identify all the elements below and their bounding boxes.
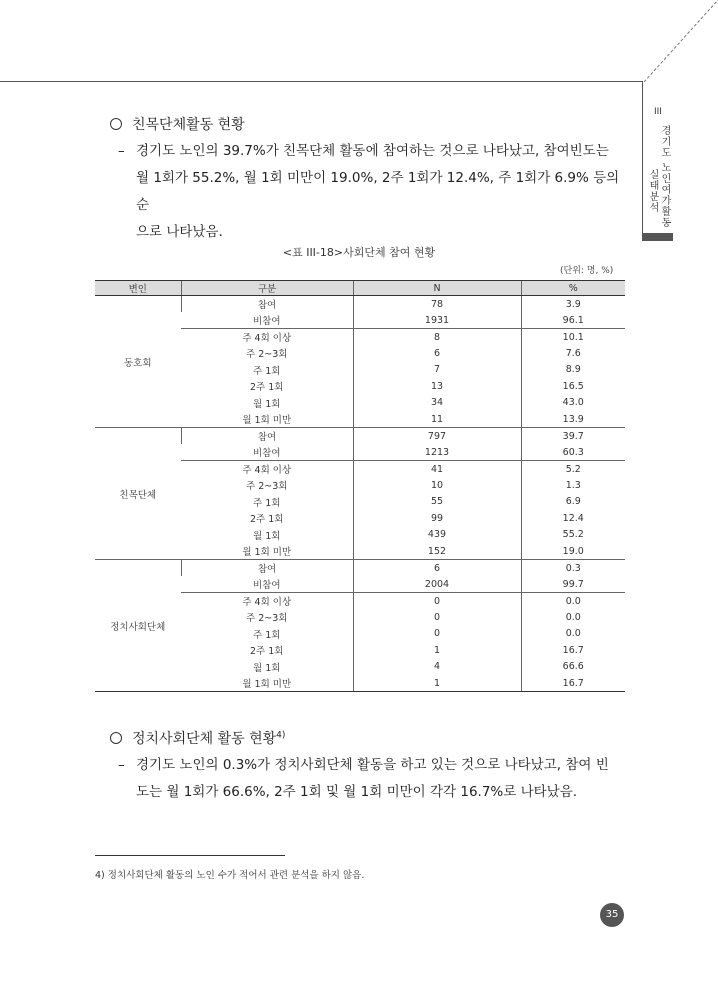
percent-cell: 16.7 [521,642,625,659]
n-cell: 152 [353,543,521,560]
section-heading-2: 정치사회단체 활동 현황$^{4)}$ [110,728,285,748]
category-cell: 2주 1회 [250,514,284,526]
group-label: 동호회 [95,296,181,428]
footnote-rule [95,855,285,856]
percent-cell: 16.5 [521,378,625,395]
percent-cell: 39.7 [521,428,625,445]
percent-cell: 0.0 [521,626,625,643]
percent-cell: 55.2 [521,527,625,544]
percent-cell: 60.3 [521,444,625,461]
circle-bullet-icon [110,732,122,744]
percent-cell: 0.0 [521,609,625,626]
category-cell: 월 1회 [253,398,281,410]
category-cell: 비참여 [181,312,353,329]
category-cell: 월 1회 미만 [181,411,353,428]
chapter-title-line2: 실태분석 [647,169,658,213]
category-cell: 월 1회 미만 [181,543,353,560]
group-label: 정치사회단체 [95,560,181,692]
category-cell: 비참여 [181,444,353,461]
category-cell: 비참여 [181,576,353,593]
category-cell: 주 2~3회 [246,481,288,493]
circle-bullet-icon [110,118,122,130]
category-cell: 주 1회 [253,629,281,641]
percent-cell: 96.1 [521,312,625,329]
section-heading-1: 친목단체활동 현황 [110,114,245,134]
n-cell: 10 [353,477,521,494]
n-cell: 41 [353,461,521,478]
corner-decoration [640,0,718,90]
chapter-side-tab [642,81,673,241]
category-cell: 참여 [181,560,353,577]
percent-cell: 99.7 [521,576,625,593]
category-cell: 주 2~3회 [246,613,288,625]
header-rule [0,81,642,82]
header-percent: % [521,281,625,296]
n-cell: 34 [353,395,521,412]
percent-cell: 1.3 [521,477,625,494]
n-cell: 8 [353,329,521,346]
header-n: N [353,281,521,296]
percent-cell: 5.2 [521,461,625,478]
table-title: <표 III-18>사회단체 참여 현황 [282,246,436,259]
category-cell: 월 1회 [253,662,281,674]
category-cell: 월 1회 미만 [181,675,353,692]
percent-cell: 0.3 [521,560,625,577]
chapter-number: III [654,107,662,117]
table-header-row [95,281,625,296]
category-cell: 참여 [181,428,353,445]
chapter-title-line1: 경기도 노인여가활동 [659,125,670,229]
participation-table [95,280,625,692]
page-number: 35 [600,903,624,927]
n-cell: 797 [353,428,521,445]
n-cell: 1 [353,642,521,659]
footnote: 4) 정치사회단체 활동의 노인 수가 적어서 관련 분석을 하지 않음. [95,870,365,881]
group-label: 친목단체 [95,428,181,560]
category-cell: 참여 [181,296,353,313]
header-variable: 변인 [95,281,181,296]
paragraph-2: – 경기도 노인의 0.3%가 정치사회단체 활동을 하고 있는 것으로 나타났고, 참여 빈 도는 월 1회가 66.6%, 2주 1회 및 월 1회 미만이 각각 16.7%로 나타났음. [118,757,609,800]
n-cell: 99 [353,510,521,527]
n-cell: 13 [353,378,521,395]
category-cell: 주 2~3회 [246,349,288,361]
footnote-ref: 4) [276,730,286,741]
table-unit: (단위: 명, %) [560,266,614,276]
percent-cell: 10.1 [521,329,625,346]
percent-cell: 16.7 [521,675,625,692]
n-cell: 439 [353,527,521,544]
n-cell: 11 [353,411,521,428]
percent-cell: 7.6 [521,345,625,362]
percent-cell: 3.9 [521,296,625,313]
percent-cell: 12.4 [521,510,625,527]
category-cell: 2주 1회 [250,646,284,658]
table-row [95,296,625,313]
category-cell: 주 4회 이상 [242,333,292,344]
category-cell: 주 1회 [253,365,281,377]
category-cell: 주 1회 [253,497,281,509]
n-cell: 1931 [353,312,521,329]
header-category: 구분 [181,281,353,296]
n-cell: 2004 [353,576,521,593]
n-cell: 1213 [353,444,521,461]
category-cell: 2주 1회 [250,382,284,394]
n-cell: 6 [353,345,521,362]
n-cell: 0 [353,593,521,610]
n-cell: 55 [353,494,521,511]
percent-cell: 19.0 [521,543,625,560]
category-cell: 주 4회 이상 [242,597,292,608]
percent-cell: 0.0 [521,593,625,610]
percent-cell: 66.6 [521,659,625,676]
n-cell: 7 [353,362,521,379]
table-row [95,560,625,577]
n-cell: 0 [353,609,521,626]
percent-cell: 13.9 [521,411,625,428]
n-cell: 1 [353,675,521,692]
category-cell: 주 4회 이상 [242,465,292,476]
percent-cell: 8.9 [521,362,625,379]
n-cell: 78 [353,296,521,313]
n-cell: 0 [353,626,521,643]
table-row [95,428,625,445]
paragraph-1: – 경기도 노인의 39.7%가 친목단체 활동에 참여하는 것으로 나타났고, 참여빈도는 월 1회가 55.2%, 월 1회 미만이 19.0%, 2주 1회가 12.4%, 주 1회가 6.9% 등의 순 으로 나타났음. [118,143,620,240]
n-cell: 4 [353,659,521,676]
percent-cell: 6.9 [521,494,625,511]
n-cell: 6 [353,560,521,577]
category-cell: 월 1회 [253,530,281,542]
percent-cell: 43.0 [521,395,625,412]
